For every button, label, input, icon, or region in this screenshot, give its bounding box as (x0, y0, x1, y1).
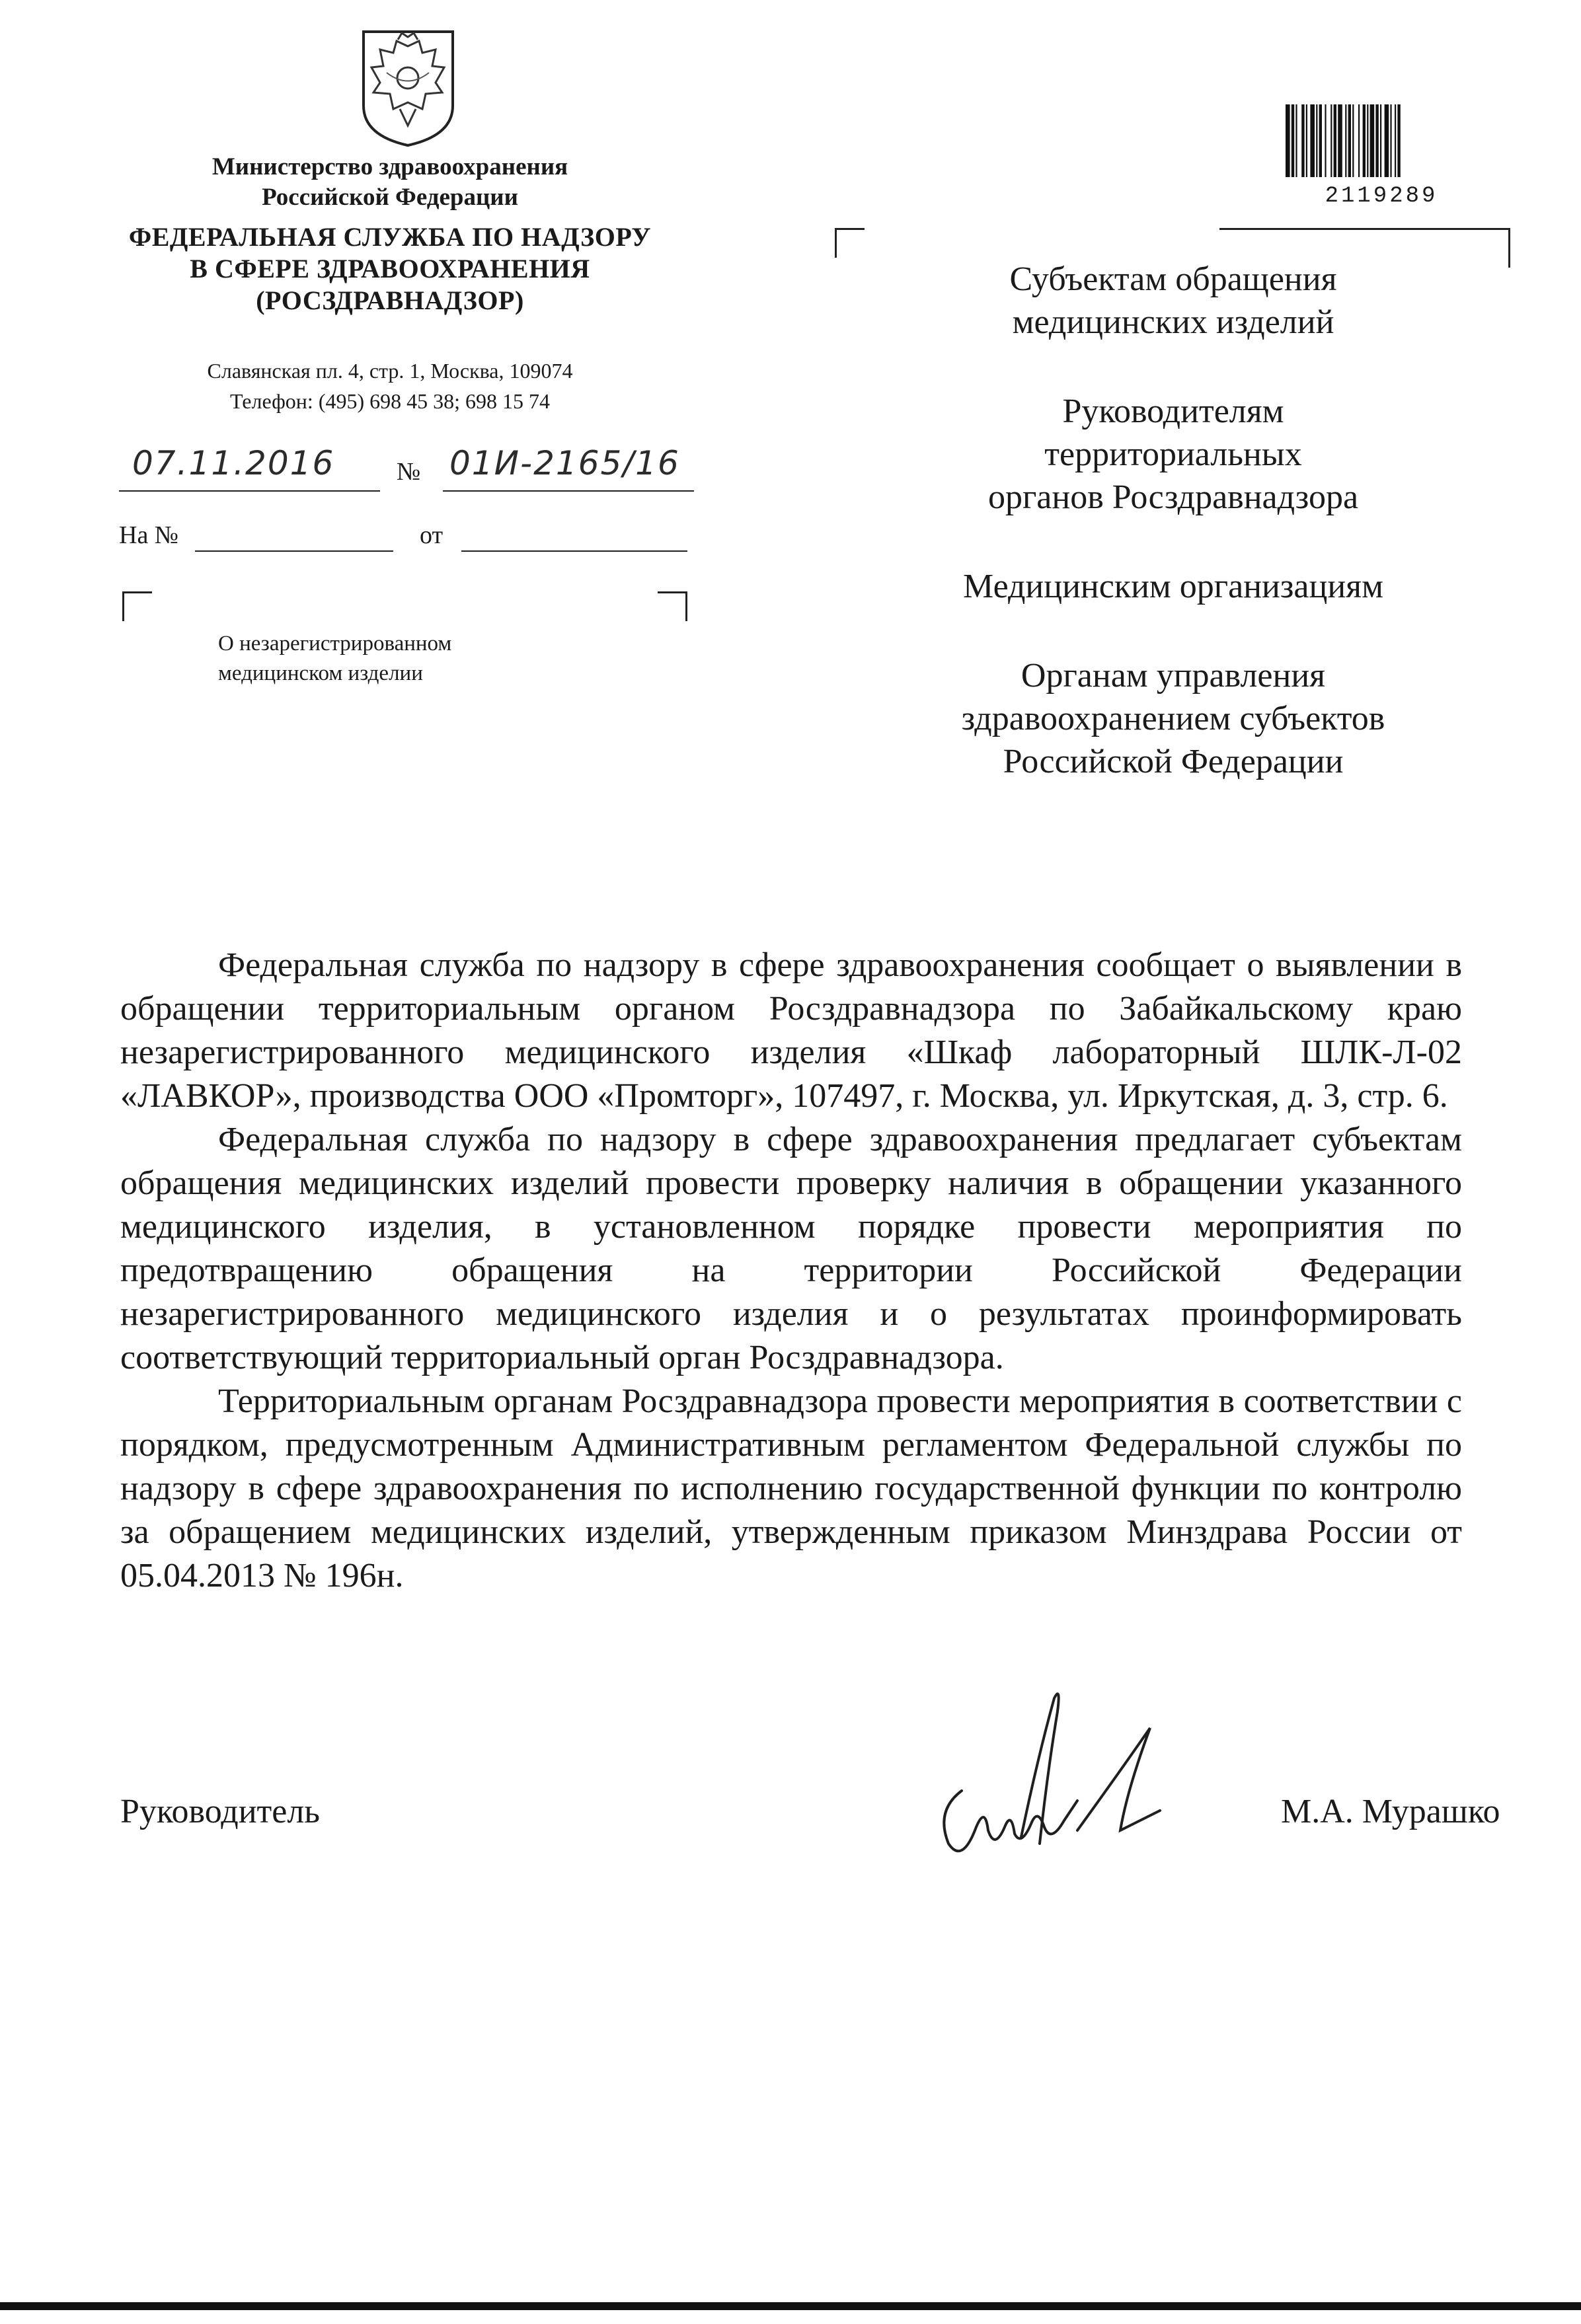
barcode-bar (1325, 104, 1326, 177)
recipient-item: Медицинским организациям (963, 568, 1383, 605)
barcode-bar (1345, 104, 1346, 177)
sender-address (99, 356, 681, 416)
barcode-bar (1319, 104, 1322, 177)
subject-bracket-right (658, 591, 687, 621)
barcode-bar (1306, 104, 1307, 177)
barcode-bar (1286, 104, 1290, 177)
barcode-bar (1395, 104, 1396, 177)
address-bracket-right (1508, 228, 1510, 268)
ministry-name: Министерство здравоохранения Российской Федерации (212, 153, 568, 211)
recipients-block (886, 258, 1461, 829)
barcode-bar (1348, 104, 1351, 177)
subject-text: О незарегистрированном медицинском изделии (218, 632, 452, 685)
service-name: ФЕДЕРАЛЬНАЯ СЛУЖБА ПО НАДЗОРУ В СФЕРЕ ЗДРАВООХРАНЕНИЯ (РОСЗДРАВНАДЗОР) (128, 222, 652, 315)
barcode-bar (1310, 104, 1315, 177)
registration-date: 07.11.2016 (132, 444, 335, 482)
subject-bracket-left (122, 591, 152, 621)
barcode-bar (1370, 104, 1375, 177)
reference-row (119, 521, 701, 560)
barcode-bar (1358, 104, 1360, 177)
recipient-item: Субъектам обращения медицинских изделий (1009, 260, 1337, 341)
barcode-bar (1334, 104, 1336, 177)
registration-number: 01И-2165/16 (449, 444, 680, 482)
barcode-bar (1397, 104, 1400, 177)
reference-label: На № (119, 521, 179, 549)
barcode-bar (1330, 104, 1332, 177)
body-paragraph: Территориальным органам Росздравнадзора провести мероприятия в соответствии с порядком, предусмотренным Административным регламентом Федеральной службы по надзору в сфере здравоохранения по исполнению государственной функции по контролю за обращением медицинских изделий, утвержденным приказом Минздрава России от 05.04.2013 № 196н. (120, 1382, 1462, 1594)
barcode-bar (1385, 104, 1389, 177)
barcode-bar (1338, 104, 1342, 177)
signatory-name: М.А. Мурашко (1281, 1793, 1500, 1830)
barcode-bar (1295, 104, 1297, 177)
recipient-item: Органам управления здравоохранением субъектов Российской Федерации (961, 657, 1385, 780)
address-line: Славянская пл. 4, стр. 1, Москва, 109074 (207, 359, 573, 383)
handwritten-signature (922, 1678, 1173, 1863)
letter-body (120, 944, 1462, 1598)
barcode-bar (1301, 104, 1304, 177)
address-bracket-left (835, 228, 865, 258)
number-sign: № (397, 458, 421, 486)
phone-line: Телефон: (495) 698 45 38; 698 15 74 (229, 389, 551, 413)
barcode-bar (1316, 104, 1317, 177)
barcode-bar (1363, 104, 1366, 177)
signatory-role: Руководитель (120, 1793, 320, 1830)
body-paragraph: Федеральная служба по надзору в сфере здравоохранения сообщает о выявлении в обращении территориальным органом Росздравнадзора по Забайкальскому краю незарегистрированного медицинского изделия «Шкаф лабораторный ШЛК-Л-02 «ЛАВКОР», производства ООО «Промторг», 107497, г. Москва, ул. Иркутская, д. 3, стр. 6. (120, 946, 1462, 1115)
recipient-item: Руководителям территориальных органов Росздравнадзора (987, 393, 1359, 516)
barcode-bar (1352, 104, 1354, 177)
coat-of-arms-icon (357, 26, 459, 149)
barcode-bar (1390, 104, 1391, 177)
barcode-number: 2119289 (1325, 184, 1438, 209)
from-label: от (420, 521, 443, 549)
body-paragraph: Федеральная служба по надзору в сфере здравоохранения предлагает субъектам обращения медицинских изделий провести проверку наличия в обращении указанного медицинского изделия, в установленном порядке провести мероприятия по предотвращению обращения на территории Российской Федерации незарегистрированного медицинского изделия и о результатах проинформировать соответствующий территориальный орган Росздравнадзора. (120, 1121, 1462, 1376)
barcode-bar (1292, 104, 1294, 177)
barcode-bar (1367, 104, 1368, 177)
barcode (1286, 104, 1477, 177)
barcode-bar (1375, 104, 1378, 177)
bottom-border (0, 2302, 1581, 2310)
barcode-bar (1380, 104, 1381, 177)
registration-row (119, 444, 701, 502)
